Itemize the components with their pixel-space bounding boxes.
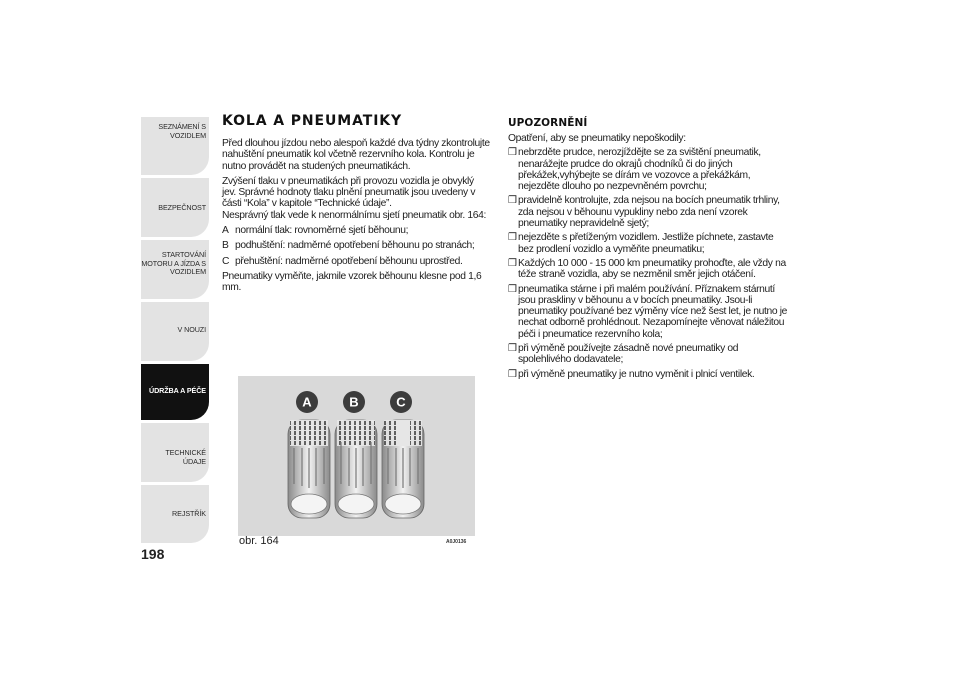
paragraph-wrong-pressure: Nesprávný tlak vede k nenormálnímu sjetí pneumatik obr. 164:: [222, 209, 487, 221]
list-text: normální tlak: rovnoměrné sjetí běhounu;: [235, 225, 409, 237]
label-b-text: B: [349, 394, 359, 410]
tab-startovani[interactable]: [141, 240, 209, 299]
list-item: [222, 225, 490, 236]
section-heading: KOLA A PNEUMATIKY: [222, 113, 403, 129]
right-column: [508, 133, 790, 383]
checkbox-bullet-icon: ❒: [508, 283, 517, 295]
bullet-text: pravidelně kontrolujte, zda nejsou na bocích pneumatik trhliny, zda nejsou v běhounu vypukliny nebo zda není vzorek pneumatiky nepravidelně sjetý;: [518, 195, 780, 230]
tab-technicke-udaje[interactable]: [141, 423, 209, 482]
tab-label-line: MOTORU A JÍZDA S: [141, 258, 206, 268]
left-column: [222, 138, 490, 294]
tyre-wear-illustration: [238, 376, 475, 536]
bullet-text: nebrzděte prudce, nerozjíždějte se za svištění pneumatik, nenarážejte prudce do okrajů chodníků či do jiných překážek,vyhýbejte se dírám ve vozovce a překážkám, nejezděte dlouho po nezpevněném povrchu;: [518, 147, 761, 193]
list-item: [508, 284, 790, 340]
bullet-text: při výměně používejte zásadně nové pneumatiky od spolehlivého dodavatele;: [518, 343, 739, 366]
checkbox-bullet-icon: ❒: [508, 343, 517, 355]
paragraph-check-pressure: Před dlouhou jízdou nebo alespoň každé dva týdny zkontrolujte nahuštění pneumatik kol včetně rezervního kola. Kontrolu je nutno provádět na studených pneumatikách.: [222, 138, 490, 172]
tab-v-nouzi[interactable]: [141, 302, 209, 361]
list-letter: C: [222, 255, 230, 267]
bullet-text: pneumatika stárne i při malém používání. Příznakem stárnutí jsou praskliny v běhounu a v bocích pneumatiky. Jsou-li pneumatiky používané bez výměny více než šest let, je nutno je nechat odborně prohlédnout. Nezapomínejte věnovat náležitou péči i pneumatice rezervního kola;: [518, 283, 788, 340]
tyre-a: [288, 420, 330, 518]
bullet-text: při výměně pneumatiky je nutno vyměnit i plnicí ventilek.: [518, 368, 755, 380]
list-letter: B: [222, 240, 229, 252]
list-item: [508, 369, 790, 380]
label-c: [390, 391, 412, 413]
tab-label-line: STARTOVÁNÍ: [161, 250, 206, 259]
paragraph-replace-tyres: Pneumatiky vyměňte, jakmile vzorek běhounu klesne pod 1,6 mm.: [222, 270, 482, 294]
checkbox-bullet-icon: ❒: [508, 147, 517, 159]
tyre-b: [335, 420, 377, 518]
list-item: [508, 258, 790, 281]
label-a: [296, 391, 318, 413]
tab-label-line: VOZIDLEM: [170, 267, 206, 277]
tab-bezpecnost[interactable]: [141, 178, 209, 237]
list-item: [222, 256, 490, 267]
paragraph-pressure-increase: Zvýšení tlaku v pneumatikách při provozu vozidla je obvyklý jev. Správné hodnoty tlaku plnění pneumatik jsou uvedeny v části “Kola” v kapitole “Technické údaje”.: [222, 175, 476, 210]
list-item: [508, 195, 790, 229]
tyre-wear-figure: [238, 376, 475, 536]
label-c-text: C: [396, 394, 406, 410]
checkbox-bullet-icon: ❒: [508, 195, 517, 207]
label-b: [343, 391, 365, 413]
list-item: [508, 232, 790, 255]
tab-label-line: ÚDRŽBA A PÉČE: [149, 386, 206, 395]
figure-caption: obr. 164: [239, 535, 279, 547]
label-a-text: A: [302, 394, 312, 410]
tab-label-line: V NOUZI: [177, 325, 206, 334]
tab-label-line: REJSTŘÍK: [172, 509, 206, 518]
bullet-text: nejezděte s přetíženým vozidlem. Jestliže píchnete, zastavte bez prodlení vozidlo a vyměňte pneumatiku;: [518, 232, 774, 255]
tab-udrzba-a-pece[interactable]: [141, 364, 209, 420]
page-number: 198: [141, 546, 165, 562]
tab-seznameni-s-vozidlem[interactable]: [141, 117, 209, 175]
checkbox-bullet-icon: ❒: [508, 232, 517, 244]
checkbox-bullet-icon: ❒: [508, 368, 517, 380]
checkbox-bullet-icon: ❒: [508, 257, 517, 269]
list-letter: A: [222, 225, 229, 237]
tab-rejstrik[interactable]: [141, 485, 209, 543]
list-text: přehuštění: nadměrné opotřebení běhounu uprostřed.: [235, 255, 463, 267]
list-item: [222, 240, 490, 251]
tab-label-line: TECHNICKÉ ÚDAJE: [165, 448, 206, 466]
tyre-c: [382, 420, 424, 518]
tab-label-line: BEZPEČNOST: [158, 203, 206, 212]
list-item: [508, 343, 790, 366]
list-text: podhuštění: nadměrné opotřebení běhounu po stranách;: [235, 240, 475, 252]
tab-label-line: VOZIDLEM: [170, 130, 206, 140]
bullet-text: Každých 10 000 - 15 000 km pneumatiky prohoďte, ale vždy na téže straně vozidla, aby se nezměnil směr jejich otáčení.: [518, 257, 786, 281]
figure-code: A0J0136: [446, 539, 467, 545]
list-item: [508, 147, 790, 192]
warning-heading: UPOZORNĚNÍ: [508, 117, 588, 129]
warning-intro: Opatření, aby se pneumatiky nepoškodily:: [508, 133, 686, 144]
tab-label-line: SEZNÁMENÍ S: [158, 122, 206, 131]
